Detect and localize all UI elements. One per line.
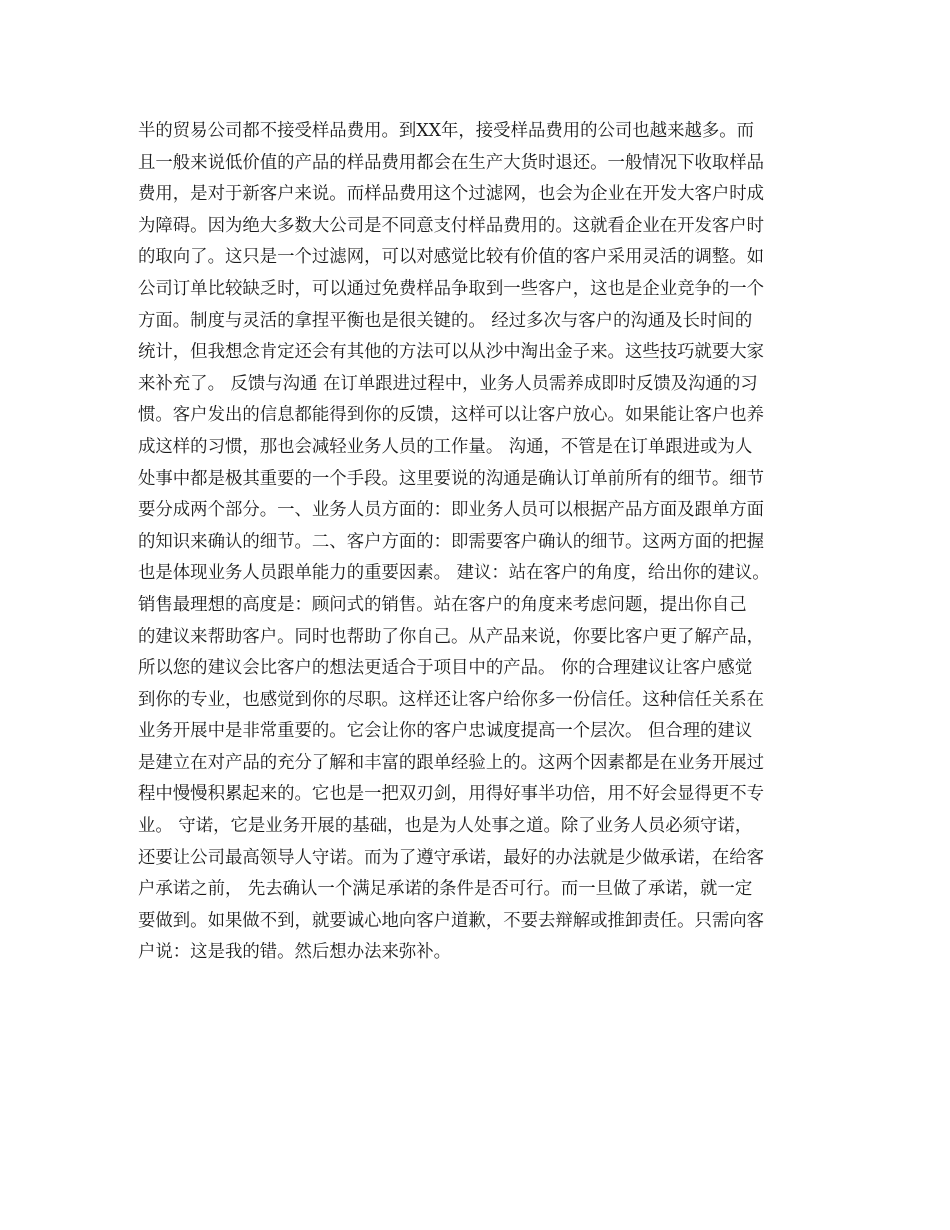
text-line: 来补充了。 反馈与沟通 在订单跟进过程中，业务人员需养成即时反馈及沟通的习 — [138, 373, 758, 394]
text-line: 的取向了。这只是一个过滤网，可以对感觉比较有价值的客户采用灵活的调整。如 — [138, 247, 765, 268]
text-line: 还要让公司最高领导人守诺。而为了遵守承诺，最好的办法就是少做承诺，在给客 — [138, 847, 765, 868]
text-line: 户说：这是我的错。然后想办法来弥补。 — [138, 942, 452, 963]
body-text — [138, 116, 828, 969]
text-line: 公司订单比较缺乏时，可以通过免费样品争取到一些客户，这也是企业竞争的一个 — [138, 278, 765, 299]
text-line: 是建立在对产品的充分了解和丰富的跟单经验上的。这两个因素都是在业务开展过 — [138, 752, 765, 773]
text-line: 业务开展中是非常重要的。它会让你的客户忠诚度提高一个层次。 但合理的建议 — [138, 721, 753, 742]
text-line: 处事中都是极其重要的一个手段。这里要说的沟通是确认订单前所有的细节。细节 — [138, 468, 765, 489]
text-line: 为障碍。因为绝大多数大公司是不同意支付样品费用的。这就看企业在开发客户时 — [138, 215, 765, 236]
text-line: 的知识来确认的细节。二、客户方面的：即需要客户确认的细节。这两方面的把握 — [138, 531, 765, 552]
text-line: 业。 守诺，它是业务开展的基础，也是为人处事之道。除了业务人员必须守诺， — [138, 816, 753, 837]
text-line: 半的贸易公司都不接受样品费用。到XX年，接受样品费用的公司也越来越多。而 — [138, 121, 755, 141]
text-line: 方面。制度与灵活的拿捏平衡也是很关键的。 经过多次与客户的沟通及长时间的 — [138, 310, 753, 331]
text-line: 且一般来说低价值的产品的样品费用都会在生产大货时退还。一般情况下收取样品 — [138, 152, 765, 173]
text-line: 的建议来帮助客户。同时也帮助了你自己。从产品来说，你要比客户更了解产品， — [138, 626, 765, 647]
text-line: 要做到。如果做不到，就要诚心地向客户道歉，不要去辩解或推卸责任。只需向客 — [138, 910, 765, 931]
text-line: 统计，但我想念肯定还会有其他的方法可以从沙中淘出金子来。这些技巧就要大家 — [138, 342, 765, 363]
text-line: 所以您的建议会比客户的想法更适合于项目中的产品。 你的合理建议让客户感觉 — [138, 658, 753, 679]
text-line: 成这样的习惯，那也会减轻业务人员的工作量。 沟通，不管是在订单跟进或为人 — [138, 436, 753, 457]
text-line: 费用，是对于新客户来说。而样品费用这个过滤网，也会为企业在开发大客户时成 — [138, 184, 765, 205]
text-line: 户承诺之前， 先去确认一个满足承诺的条件是否可行。而一旦做了承诺，就一定 — [138, 879, 753, 900]
text-line: 程中慢慢积累起来的。它也是一把双刃剑，用得好事半功倍，用不好会显得更不专 — [138, 784, 765, 805]
text-line: 到你的专业，也感觉到你的尽职。这样还让客户给你多一份信任。这种信任关系在 — [138, 689, 765, 710]
text-line: 要分成两个部分。一、业务人员方面的：即业务人员可以根据产品方面及跟单方面 — [138, 500, 765, 521]
text-line: 惯。客户发出的信息都能得到你的反馈，这样可以让客户放心。如果能让客户也养 — [138, 405, 765, 426]
text-line: 销售最理想的高度是：顾问式的销售。站在客户的角度来考虑问题，提出你自己 — [138, 594, 747, 615]
text-line: 也是体现业务人员跟单能力的重要因素。 建议：站在客户的角度，给出你的建议。 — [138, 563, 770, 584]
